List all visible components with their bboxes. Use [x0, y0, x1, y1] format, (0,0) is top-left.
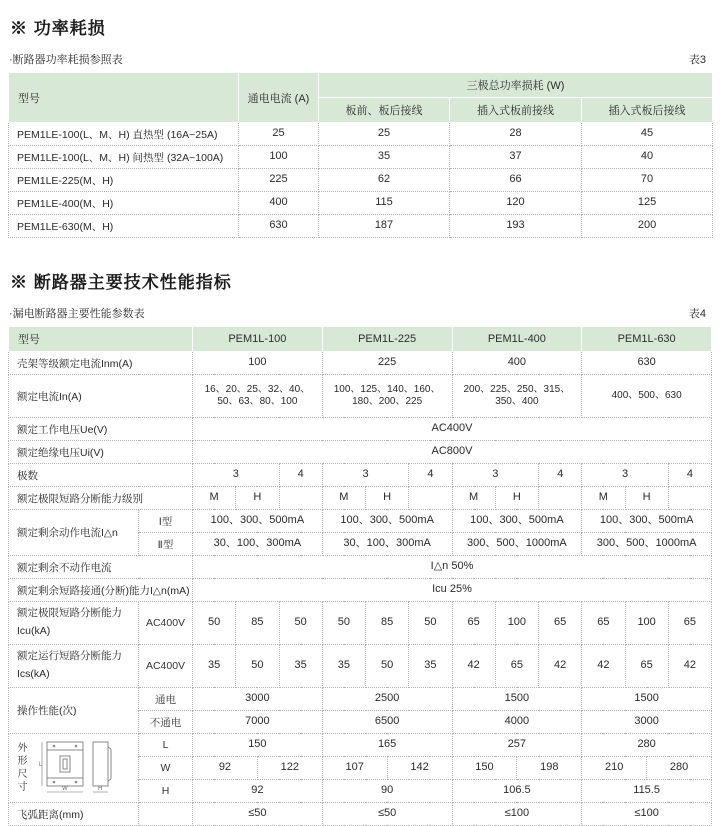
- cell: 100、300、500mA: [582, 510, 712, 533]
- table-row: [9, 375, 712, 418]
- table4-caption: ·漏电断路器主要性能参数表: [9, 308, 145, 320]
- cell: 100、300、500mA: [322, 510, 452, 533]
- cell: 107: [322, 757, 387, 780]
- cell: 400、500、630: [582, 375, 712, 418]
- diagram-dim-w: W: [62, 786, 68, 792]
- col-header-pem1l-630: PEM1L-630: [582, 327, 712, 352]
- model-name: PEM1LE-100(L、M、H) 间热型 (32A~100A): [9, 146, 239, 169]
- cell: M: [322, 487, 365, 510]
- cell: 400: [452, 352, 582, 375]
- cell: 1500: [452, 688, 582, 711]
- cell: 4: [668, 464, 711, 487]
- col-header-current: 通电电流 (A): [239, 73, 319, 123]
- cell: 50: [236, 645, 279, 688]
- row-label: 额定剩余不动作电流: [9, 556, 193, 579]
- cell: 35: [322, 645, 365, 688]
- cell: 115.5: [582, 780, 712, 803]
- cell: 50: [193, 602, 236, 645]
- col-header-plugin-front: 插入式板前接线: [450, 98, 582, 123]
- cell: 70: [582, 169, 713, 192]
- cell: 66: [450, 169, 582, 192]
- model-name: PEM1LE-100(L、M、H) 直热型 (16A~25A): [9, 123, 239, 146]
- table-row: [9, 169, 713, 192]
- row-label: [9, 602, 139, 645]
- cell: 65: [625, 645, 668, 688]
- cell: 300、500、1000mA: [452, 533, 582, 556]
- cell: 37: [450, 146, 582, 169]
- cell: 142: [387, 757, 452, 780]
- cell: ≤50: [193, 803, 323, 826]
- cell: 400: [239, 192, 319, 215]
- cell: 50: [366, 645, 409, 688]
- col-header-model: 型号: [9, 327, 193, 352]
- row-label: 额定剩余动作电流I△n: [9, 510, 139, 556]
- row-label-line1: 额定运行短路分断能力: [17, 650, 122, 663]
- cell: 150: [452, 757, 517, 780]
- table3-tag: 表3: [688, 54, 706, 66]
- cell: 62: [319, 169, 450, 192]
- cell: 65: [452, 602, 495, 645]
- cell: I△n 50%: [193, 556, 712, 579]
- row-label: [9, 645, 139, 688]
- condition-label: AC400V: [139, 645, 193, 688]
- sub-label-type1: Ⅰ型: [139, 510, 193, 533]
- cell: 25: [239, 123, 319, 146]
- col-header-pem1l-400: PEM1L-400: [452, 327, 582, 352]
- row-label: 额定极限短路分断能力级别: [9, 487, 193, 510]
- cell: Icu 25%: [193, 579, 712, 602]
- cell: 630: [239, 215, 319, 238]
- table-header-row: [9, 73, 713, 98]
- row-label-line2: Ics(kA): [17, 668, 50, 680]
- cell: ≤100: [582, 803, 712, 826]
- dimensions-label: 外形尺寸: [15, 742, 26, 794]
- cell: 3: [322, 464, 409, 487]
- dimensions-diagram-cell: [9, 734, 139, 803]
- col-header-model: 型号: [9, 73, 239, 123]
- sub-label-on: 通电: [139, 688, 193, 711]
- cell: 193: [450, 215, 582, 238]
- sub-label-h: H: [139, 780, 193, 803]
- cell: 30、100、300mA: [322, 533, 452, 556]
- cell: 65: [539, 602, 582, 645]
- table-row: [9, 215, 713, 238]
- cell: 92: [193, 780, 323, 803]
- breaker-outline-diagram: [31, 739, 127, 797]
- cell: [668, 487, 711, 510]
- cell: 35: [193, 645, 236, 688]
- cell: 3000: [582, 711, 712, 734]
- cell: 85: [236, 602, 279, 645]
- diagram-dim-h: H: [98, 786, 103, 792]
- row-label: 额定剩余短路接通(分断)能力I△n(mA): [9, 579, 193, 602]
- model-name: PEM1LE-400(M、H): [9, 192, 239, 215]
- cell: 35: [319, 146, 450, 169]
- cell: 225: [322, 352, 452, 375]
- table-row: [9, 645, 712, 688]
- cell: 65: [582, 602, 625, 645]
- table-header-row: [9, 327, 712, 352]
- section1-heading: ※ 功率耗损: [10, 19, 106, 38]
- cell: 200: [582, 215, 713, 238]
- cell: ≤100: [452, 803, 582, 826]
- cell: 4000: [452, 711, 582, 734]
- table-row: [9, 487, 712, 510]
- cell: H: [625, 487, 668, 510]
- cell: 45: [582, 123, 713, 146]
- cell: 35: [409, 645, 452, 688]
- table-row: [9, 464, 712, 487]
- row-label-line1: 额定极限短路分断能力: [17, 607, 122, 620]
- table-row: [9, 579, 712, 602]
- cell: 2500: [322, 688, 452, 711]
- col-header-plugin-rear: 插入式板后接线: [582, 98, 713, 123]
- cell: 100、125、140、160、 180、200、225: [322, 375, 452, 418]
- section2-heading: ※ 断路器主要技术性能指标: [10, 273, 232, 292]
- cell: 100: [495, 602, 538, 645]
- empty-cell: [139, 803, 193, 826]
- sub-label-off: 不通电: [139, 711, 193, 734]
- table-row: [9, 123, 713, 146]
- cell: 3: [193, 464, 280, 487]
- col-header-front-rear: 板前、板后接线: [319, 98, 450, 123]
- power-loss-table: [8, 72, 713, 238]
- cell: 125: [582, 192, 713, 215]
- cell: 50: [322, 602, 365, 645]
- diagram-dim-l: L: [39, 762, 43, 768]
- sub-label-w: W: [139, 757, 193, 780]
- sub-label-type2: Ⅱ型: [139, 533, 193, 556]
- cell: 257: [452, 734, 582, 757]
- sub-label-l: L: [139, 734, 193, 757]
- cell: 3: [452, 464, 539, 487]
- cell: 100: [625, 602, 668, 645]
- cell: H: [366, 487, 409, 510]
- cell: 92: [193, 757, 258, 780]
- cell: 106.5: [452, 780, 582, 803]
- table4-tag: 表4: [688, 308, 706, 320]
- cell: H: [495, 487, 538, 510]
- row-label: 操作性能(次): [9, 688, 139, 734]
- table-row: [9, 146, 713, 169]
- cell: 42: [668, 645, 711, 688]
- table3-caption-row: [8, 51, 712, 67]
- col-header-pem1l-225: PEM1L-225: [322, 327, 452, 352]
- cell: [539, 487, 582, 510]
- col-header-pem1l-100: PEM1L-100: [193, 327, 323, 352]
- table-row: [9, 688, 712, 711]
- cell: 280: [647, 757, 712, 780]
- model-name: PEM1LE-630(M、H): [9, 215, 239, 238]
- table-row: [9, 602, 712, 645]
- cell: 4: [279, 464, 322, 487]
- cell: 50: [279, 602, 322, 645]
- cell: 40: [582, 146, 713, 169]
- cell: 42: [539, 645, 582, 688]
- cell: 50: [409, 602, 452, 645]
- table3-caption: ·断路器功率耗损参照表: [9, 54, 123, 66]
- cell: 187: [319, 215, 450, 238]
- row-label: 飞弧距离(mm): [9, 803, 139, 826]
- cell: 16、20、25、32、40、 50、63、80、100: [193, 375, 323, 418]
- cell: AC400V: [193, 418, 712, 441]
- cell: 3: [582, 464, 669, 487]
- row-label: 极数: [9, 464, 193, 487]
- performance-table: [8, 326, 712, 826]
- cell: 28: [450, 123, 582, 146]
- table-row: [9, 734, 712, 757]
- cell: 210: [582, 757, 647, 780]
- cell: 3000: [193, 688, 323, 711]
- cell: AC800V: [193, 441, 712, 464]
- cell: [279, 487, 322, 510]
- row-label-line2: Icu(kA): [17, 625, 51, 637]
- cell: 42: [582, 645, 625, 688]
- cell: 100、300、500mA: [193, 510, 323, 533]
- cell: 280: [582, 734, 712, 757]
- cell: 7000: [193, 711, 323, 734]
- cell: 65: [668, 602, 711, 645]
- cell: 200、225、250、315、 350、400: [452, 375, 582, 418]
- cell: M: [452, 487, 495, 510]
- table4-caption-row: [8, 305, 712, 321]
- cell: 25: [319, 123, 450, 146]
- table-row: [9, 510, 712, 533]
- table-row: [9, 441, 712, 464]
- cell: 65: [495, 645, 538, 688]
- cell: 4: [539, 464, 582, 487]
- col-header-power-group: 三极总功率损耗 (W): [319, 73, 713, 98]
- model-name: PEM1LE-225(M、H): [9, 169, 239, 192]
- cell: 100: [193, 352, 323, 375]
- table-row: [9, 803, 712, 826]
- row-label: 额定工作电压Ue(V): [9, 418, 193, 441]
- cell: [409, 487, 452, 510]
- cell: 85: [366, 602, 409, 645]
- condition-label: AC400V: [139, 602, 193, 645]
- cell: 6500: [322, 711, 452, 734]
- table-row: [9, 418, 712, 441]
- cell: M: [582, 487, 625, 510]
- cell: 90: [322, 780, 452, 803]
- cell: H: [236, 487, 279, 510]
- row-label: 壳架等级额定电流Inm(A): [9, 352, 193, 375]
- table-row: [9, 352, 712, 375]
- cell: 165: [322, 734, 452, 757]
- cell: 115: [319, 192, 450, 215]
- table-row: [9, 192, 713, 215]
- cell: 100、300、500mA: [452, 510, 582, 533]
- cell: ≤50: [322, 803, 452, 826]
- cell: 150: [193, 734, 323, 757]
- cell: 630: [582, 352, 712, 375]
- cell: 120: [450, 192, 582, 215]
- cell: 42: [452, 645, 495, 688]
- cell: 35: [279, 645, 322, 688]
- cell: 4: [409, 464, 452, 487]
- table-row: [9, 556, 712, 579]
- cell: 30、100、300mA: [193, 533, 323, 556]
- row-label: 额定绝缘电压Ui(V): [9, 441, 193, 464]
- cell: 1500: [582, 688, 712, 711]
- cell: 198: [517, 757, 582, 780]
- cell: 100: [239, 146, 319, 169]
- cell: 225: [239, 169, 319, 192]
- row-label: 额定电流In(A): [9, 375, 193, 418]
- cell: M: [193, 487, 236, 510]
- cell: 300、500、1000mA: [582, 533, 712, 556]
- cell: 122: [257, 757, 322, 780]
